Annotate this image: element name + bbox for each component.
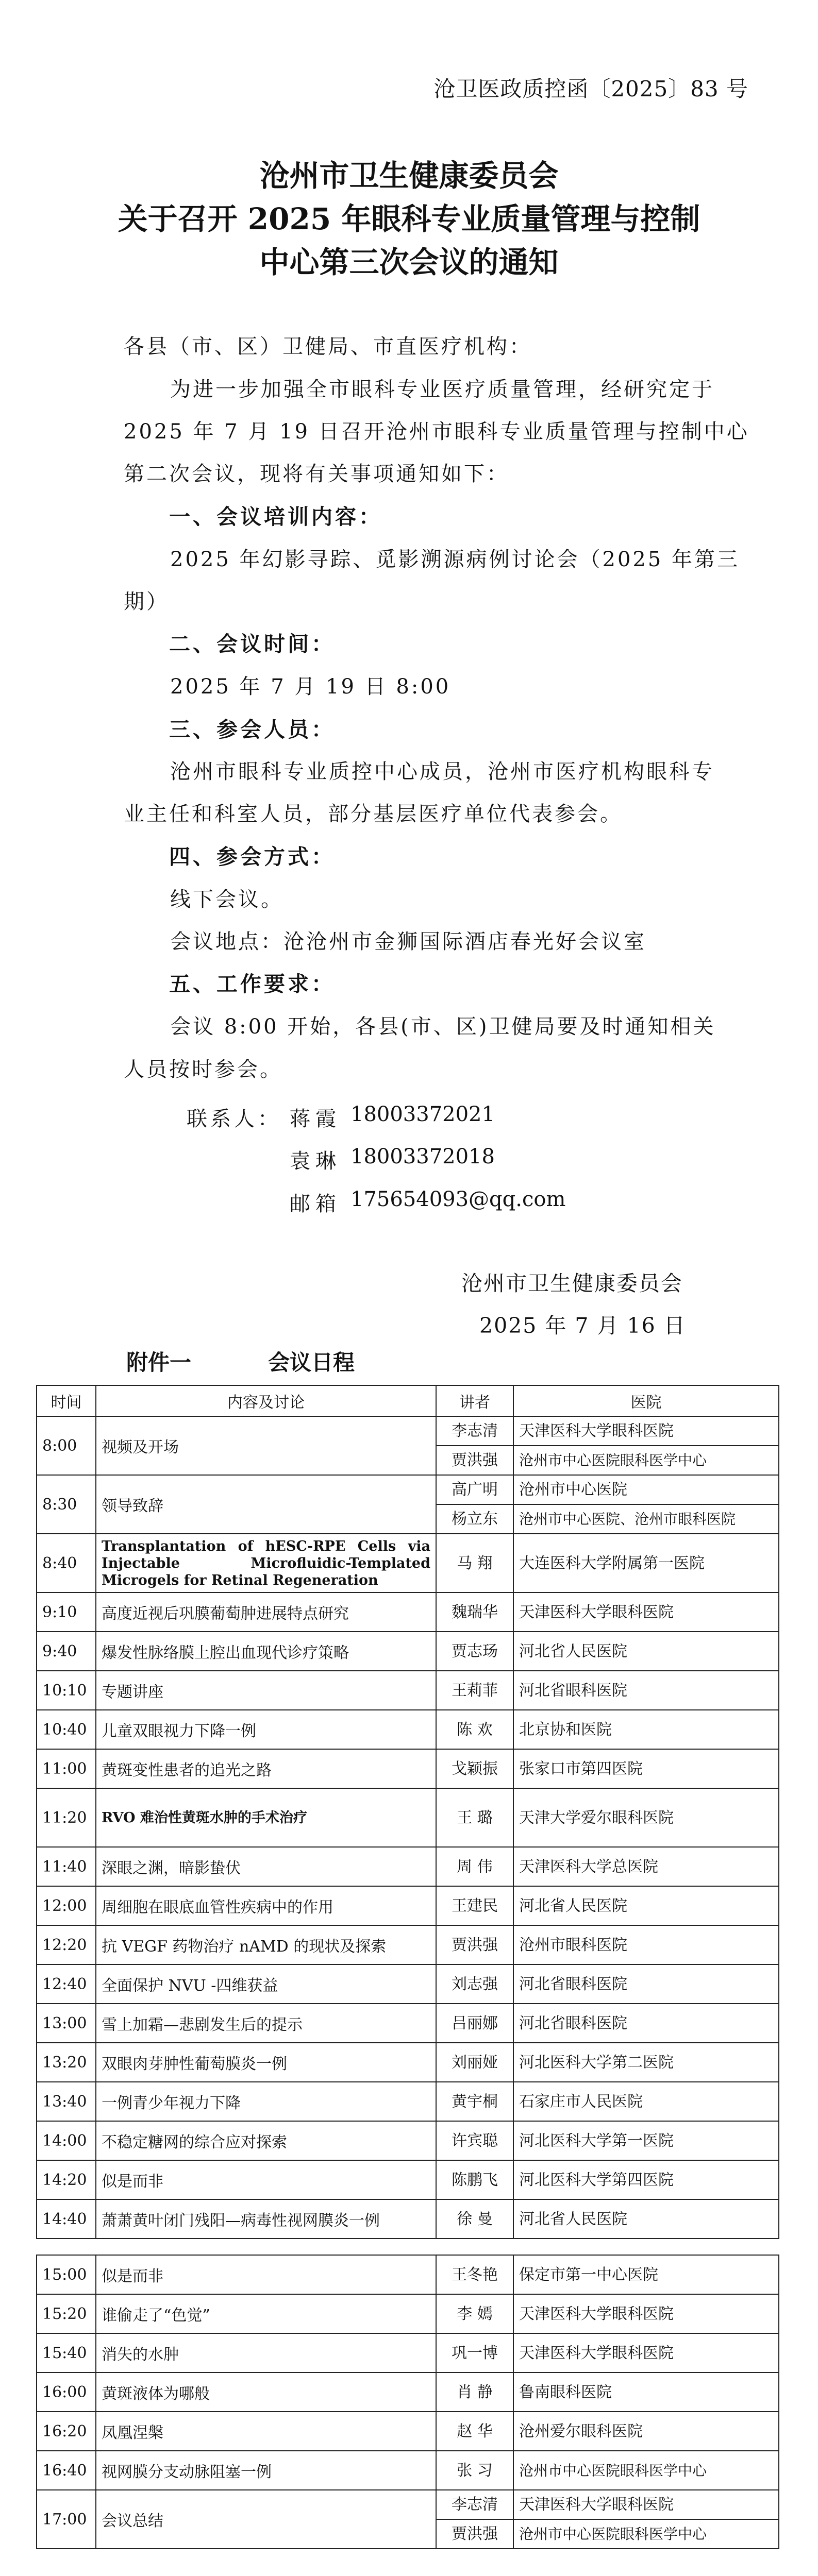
schedule-topic: 谁偷走了“色觉” <box>96 2294 436 2333</box>
schedule-speaker: 张 习 <box>457 2461 493 2480</box>
schedule-time: 16:00 <box>37 2372 96 2412</box>
schedule-time: 13:20 <box>37 2043 96 2082</box>
schedule-hospital: 河北省眼科医院 <box>519 1975 627 1993</box>
schedule-speaker: 吕丽娜 <box>452 2014 498 2032</box>
salutation: 各县（市、区）卫健局、市直医疗机构： <box>124 335 532 359</box>
schedule-hospital-cell <box>513 2451 779 2490</box>
schedule-topic: 周细胞在眼底血管性疾病中的作用 <box>96 1886 436 1925</box>
schedule-speaker: 王莉菲 <box>452 1681 498 1700</box>
schedule-speaker: 戈颖振 <box>452 1759 498 1778</box>
schedule-hospital-cell <box>513 1534 779 1592</box>
schedule-speaker-cell <box>436 1671 513 1710</box>
schedule-hospital-cell <box>513 2412 779 2451</box>
contact-phone-1: 18003372021 <box>350 1103 495 1126</box>
schedule-topic: 深眼之渊，暗影蛰伏 <box>96 1847 436 1886</box>
schedule-time: 11:20 <box>37 1788 96 1847</box>
schedule-time: 10:10 <box>37 1671 96 1710</box>
attachment-title: 会议日程 <box>268 1350 355 1375</box>
schedule-topic: RVO 难治性黄斑水肿的手术治疗 <box>96 1788 436 1847</box>
schedule-hospital-cell <box>513 2121 779 2160</box>
schedule-speaker-cell <box>436 2333 513 2372</box>
schedule-hospital: 河北医科大学第四医院 <box>519 2171 674 2189</box>
schedule-speaker-cell <box>436 1534 513 1592</box>
schedule-hospital-cell <box>513 2333 779 2372</box>
section-1-heading: 一、会议培训内容： <box>169 504 382 529</box>
schedule-speaker-cell <box>436 2199 513 2239</box>
schedule-speaker-cell <box>436 1632 513 1671</box>
schedule-speaker: 贾志玚 <box>452 1642 498 1660</box>
section-5-line-1: 会议 8:00 开始，各县(市、区)卫健局要及时通知相关 <box>170 1015 716 1039</box>
schedule-speaker: 王建民 <box>452 1896 498 1915</box>
table-row <box>37 2004 779 2043</box>
schedule-hospital: 河北省人民医院 <box>519 2210 627 2228</box>
schedule-hospital: 大连医科大学附属第一医院 <box>519 1554 705 1572</box>
schedule-hospital-cell <box>513 2255 779 2294</box>
schedule-speaker: 马 翔 <box>457 1554 493 1572</box>
schedule-time: 13:40 <box>37 2082 96 2121</box>
schedule-time: 14:20 <box>37 2160 96 2199</box>
schedule-speaker-cell <box>436 1886 513 1925</box>
schedule-hospital: 北京协和医院 <box>519 1720 612 1739</box>
schedule-hospital: 沧州市中心医院、沧州市眼科医院 <box>514 1504 778 1533</box>
schedule-hospital: 天津医科大学眼科医院 <box>519 2304 674 2323</box>
schedule-speaker-cell <box>436 2294 513 2333</box>
schedule-time: 12:00 <box>37 1886 96 1925</box>
schedule-speaker: 肖 静 <box>457 2383 493 2401</box>
schedule-topic: 黄斑液体为哪般 <box>96 2372 436 2412</box>
schedule-speaker: 贾洪强 <box>437 2519 513 2548</box>
schedule-speaker-cell <box>436 1925 513 1964</box>
schedule-hospital-cell <box>513 2004 779 2043</box>
schedule-time: 9:40 <box>37 1632 96 1671</box>
table-row <box>37 2372 779 2412</box>
schedule-hospital-cell <box>513 1475 779 1534</box>
contact-name-2: 袁琳 <box>290 1149 341 1173</box>
intro-line-1: 为进一步加强全市眼科专业医疗质量管理，经研究定于 <box>170 378 714 401</box>
table-row <box>37 2451 779 2490</box>
schedule-time: 8:40 <box>37 1534 96 1592</box>
schedule-hospital-cell <box>513 1671 779 1710</box>
schedule-speaker-cell <box>436 1592 513 1632</box>
table-row <box>37 2333 779 2372</box>
section-3-line-1: 沧州市眼科专业质控中心成员，沧州市医疗机构眼科专 <box>170 760 714 784</box>
schedule-hospital: 天津医科大学眼科医院 <box>519 1603 674 1621</box>
signature-date: 2025 年 7 月 16 日 <box>479 1313 686 1338</box>
contact-email[interactable]: 175654093@qq.com <box>350 1188 566 1211</box>
table-row <box>37 2121 779 2160</box>
schedule-topic: Transplantation of hESC-RPE Cells via Injectable Microfluidic-Templated Microgels for Retinal Regeneration <box>96 1534 436 1592</box>
schedule-time: 13:00 <box>37 2004 96 2043</box>
schedule-time: 14:00 <box>37 2121 96 2160</box>
schedule-topic: 儿童双眼视力下降一例 <box>96 1710 436 1749</box>
table-row <box>37 2199 779 2239</box>
schedule-hospital-cell <box>513 1847 779 1886</box>
schedule-speaker: 杨立东 <box>437 1504 513 1533</box>
schedule-time: 11:40 <box>37 1847 96 1886</box>
schedule-topic: 一例青少年视力下降 <box>96 2082 436 2121</box>
schedule-time: 12:20 <box>37 1925 96 1964</box>
schedule-speaker-cell <box>436 2160 513 2199</box>
schedule-gap-cell <box>37 2239 779 2255</box>
schedule-speaker-cell <box>436 2004 513 2043</box>
header-hospital: 医院 <box>513 1385 779 1416</box>
contact-email-label: 邮箱 <box>290 1192 341 1216</box>
table-row <box>37 1416 779 1475</box>
section-3-line-2: 业主任和科室人员，部分基层医疗单位代表参会。 <box>124 802 623 826</box>
schedule-hospital-cell <box>513 1710 779 1749</box>
schedule-topic: 专题讲座 <box>96 1671 436 1710</box>
schedule-speaker-cell <box>436 1710 513 1749</box>
schedule-speaker-cell <box>436 2412 513 2451</box>
schedule-hospital: 沧州市中心医院眼科医学中心 <box>519 2462 707 2479</box>
intro-line-3: 第二次会议，现将有关事项通知如下： <box>124 462 509 486</box>
schedule-time: 15:00 <box>37 2255 96 2294</box>
header-time: 时间 <box>37 1385 96 1416</box>
schedule-hospital-cell <box>513 2199 779 2239</box>
section-1-line-2: 期） <box>124 590 169 614</box>
title-line-2: 关于召开 2025 年眼科专业质量管理与控制 <box>118 201 700 236</box>
intro-line-2: 2025 年 7 月 19 日召开沧州市眼科专业质量管理与控制中心 <box>124 420 749 444</box>
schedule-topic: 会议总结 <box>96 2490 436 2549</box>
schedule-topic: 全面保护 NVU -四维获益 <box>96 1964 436 2004</box>
schedule-speaker: 王冬艳 <box>452 2265 498 2284</box>
schedule-hospital: 河北医科大学第一医院 <box>519 2131 674 2150</box>
schedule-speaker-cell <box>436 2043 513 2082</box>
schedule-time: 14:40 <box>37 2199 96 2239</box>
schedule-speaker-cell <box>436 2082 513 2121</box>
schedule-speaker-cell <box>436 2372 513 2412</box>
section-5-heading: 五、工作要求： <box>169 972 335 996</box>
schedule-hospital-cell <box>513 1964 779 2004</box>
schedule-time: 17:00 <box>37 2490 96 2549</box>
section-4-heading: 四、参会方式： <box>169 844 335 869</box>
schedule-topic: 双眼肉芽肿性葡萄膜炎一例 <box>96 2043 436 2082</box>
contact-name-1: 蒋霞 <box>290 1107 341 1131</box>
schedule-gap-row <box>37 2239 779 2255</box>
schedule-time: 15:40 <box>37 2333 96 2372</box>
table-row <box>37 2160 779 2199</box>
schedule-hospital: 张家口市第四医院 <box>519 1759 643 1778</box>
schedule-speaker-cell <box>436 1847 513 1886</box>
section-5-line-2: 人员按时参会。 <box>124 1058 282 1081</box>
schedule-topic: 视频及开场 <box>96 1416 436 1475</box>
schedule-hospital: 天津大学爱尔眼科医院 <box>519 1808 674 1827</box>
table-row <box>37 2490 779 2549</box>
schedule-time: 9:10 <box>37 1592 96 1632</box>
schedule-hospital: 沧州市中心医院眼科医学中心 <box>514 2519 778 2548</box>
document-number: 沧卫医政质控函〔2025〕83 号 <box>433 76 748 101</box>
schedule-hospital-cell <box>513 2043 779 2082</box>
schedule-hospital: 河北医科大学第二医院 <box>519 2053 674 2072</box>
table-row <box>37 1847 779 1886</box>
schedule-hospital: 沧州市中心医院眼科医学中心 <box>514 1445 778 1475</box>
schedule-header-row <box>37 1385 779 1416</box>
schedule-hospital: 沧州爱尔眼科医院 <box>519 2422 643 2441</box>
schedule-hospital-cell <box>513 2294 779 2333</box>
schedule-hospital: 沧州市眼科医院 <box>519 1936 627 1954</box>
schedule-speaker-cell <box>436 1749 513 1788</box>
schedule-topic: 不稳定糖网的综合应对探索 <box>96 2121 436 2160</box>
section-2-heading: 二、会议时间： <box>169 632 335 656</box>
table-row <box>37 2043 779 2082</box>
schedule-speaker-cell <box>436 2121 513 2160</box>
schedule-hospital: 沧州市中心医院 <box>519 1481 627 1499</box>
schedule-speaker: 黄宇桐 <box>452 2092 498 2111</box>
schedule-speaker: 高广明 <box>452 1481 498 1499</box>
table-row <box>37 2294 779 2333</box>
schedule-hospital-cell <box>513 1749 779 1788</box>
schedule-hospital: 河北省眼科医院 <box>519 1681 627 1700</box>
schedule-speaker-cell <box>436 2490 513 2549</box>
schedule-hospital-cell <box>513 1925 779 1964</box>
schedule-speaker: 李志清 <box>452 2496 498 2514</box>
schedule-topic: 雪上加霜—悲剧发生后的提示 <box>96 2004 436 2043</box>
attachment-label: 附件一 <box>126 1350 192 1375</box>
schedule-topic: 黄斑变性患者的追光之路 <box>96 1749 436 1788</box>
contact-label: 联系人： <box>187 1107 281 1131</box>
schedule-topic: 视网膜分支动脉阻塞一例 <box>96 2451 436 2490</box>
signature-org: 沧州市卫生健康委员会 <box>461 1271 683 1296</box>
schedule-speaker: 许宾聪 <box>452 2131 498 2150</box>
table-row <box>37 1592 779 1632</box>
schedule-speaker: 贾洪强 <box>452 1936 498 1954</box>
section-4-text-2: 会议地点：沧沧州市金狮国际酒店春光好会议室 <box>170 930 646 954</box>
schedule-hospital: 石家庄市人民医院 <box>519 2092 643 2111</box>
header-speaker: 讲者 <box>436 1385 513 1416</box>
section-3-heading: 三、参会人员： <box>169 717 335 742</box>
table-row <box>37 1632 779 1671</box>
table-row <box>37 1671 779 1710</box>
schedule-time: 8:30 <box>37 1475 96 1534</box>
table-row <box>37 1749 779 1788</box>
contact-phone-2: 18003372018 <box>350 1145 495 1168</box>
table-row <box>37 1925 779 1964</box>
section-2-text: 2025 年 7 月 19 日 8:00 <box>170 675 451 699</box>
schedule-speaker-cell <box>436 1788 513 1847</box>
schedule-topic: 领导致辞 <box>96 1475 436 1534</box>
schedule-hospital-cell <box>513 2160 779 2199</box>
schedule-hospital-cell <box>513 1592 779 1632</box>
schedule-table <box>36 1385 779 2549</box>
schedule-hospital-cell <box>513 1788 779 1847</box>
schedule-speaker: 徐 曼 <box>457 2210 493 2228</box>
header-topic: 内容及讨论 <box>96 1385 436 1416</box>
schedule-speaker: 李 嫣 <box>457 2304 493 2323</box>
schedule-body <box>37 1416 779 2549</box>
schedule-speaker: 魏瑞华 <box>452 1603 498 1621</box>
table-row <box>37 1886 779 1925</box>
schedule-speaker: 陈鹏飞 <box>452 2171 498 2189</box>
schedule-hospital-cell <box>513 2082 779 2121</box>
schedule-hospital: 天津医科大学总医院 <box>519 1857 658 1876</box>
schedule-speaker-cell <box>436 1964 513 2004</box>
schedule-speaker-cell <box>436 1475 513 1534</box>
schedule-topic: 高度近视后巩膜葡萄肿进展特点研究 <box>96 1592 436 1632</box>
section-4-text-1: 线下会议。 <box>170 888 283 911</box>
schedule-hospital-cell <box>513 2490 779 2549</box>
table-row <box>37 1788 779 1847</box>
schedule-speaker: 贾洪强 <box>437 1445 513 1475</box>
schedule-hospital-cell <box>513 1886 779 1925</box>
schedule-speaker: 赵 华 <box>457 2422 493 2441</box>
schedule-hospital-cell <box>513 1632 779 1671</box>
schedule-topic: 消失的水肿 <box>96 2333 436 2372</box>
schedule-time: 10:40 <box>37 1710 96 1749</box>
schedule-hospital: 河北省人民医院 <box>519 1896 627 1915</box>
schedule-topic: 萧萧黄叶闭门残阳—病毒性视网膜炎一例 <box>96 2199 436 2239</box>
schedule-speaker-cell <box>436 2451 513 2490</box>
table-row <box>37 2082 779 2121</box>
schedule-speaker: 刘志强 <box>452 1975 498 1993</box>
schedule-speaker: 陈 欢 <box>457 1720 493 1739</box>
title-line-3: 中心第三次会议的通知 <box>259 245 559 280</box>
schedule-topic: 似是而非 <box>96 2160 436 2199</box>
schedule-speaker: 周 伟 <box>457 1857 493 1876</box>
schedule-time: 11:00 <box>37 1749 96 1788</box>
schedule-hospital: 河北省眼科医院 <box>519 2014 627 2032</box>
schedule-time: 15:20 <box>37 2294 96 2333</box>
table-row <box>37 1964 779 2004</box>
schedule-hospital: 鲁南眼科医院 <box>519 2383 612 2401</box>
schedule-speaker: 巩一博 <box>452 2344 498 2362</box>
schedule-hospital-cell <box>513 2372 779 2412</box>
section-1-line-1: 2025 年幻影寻踪、觅影溯源病例讨论会（2025 年第三 <box>170 548 740 571</box>
schedule-time: 8:00 <box>37 1416 96 1475</box>
schedule-speaker-cell <box>436 2255 513 2294</box>
table-row <box>37 1475 779 1534</box>
title-line-1: 沧州市卫生健康委员会 <box>259 158 559 193</box>
schedule-hospital-cell <box>513 1416 779 1475</box>
schedule-hospital: 天津医科大学眼科医院 <box>519 1422 674 1440</box>
schedule-topic: 似是而非 <box>96 2255 436 2294</box>
schedule-time: 16:20 <box>37 2412 96 2451</box>
schedule-topic: 凤凰涅槃 <box>96 2412 436 2451</box>
table-row <box>37 2412 779 2451</box>
schedule-speaker: 李志清 <box>452 1422 498 1440</box>
schedule-time: 16:40 <box>37 2451 96 2490</box>
table-row <box>37 2255 779 2294</box>
schedule-hospital: 天津医科大学眼科医院 <box>519 2496 674 2514</box>
schedule-topic: 抗 VEGF 药物治疗 nAMD 的现状及探索 <box>96 1925 436 1964</box>
schedule-hospital: 保定市第一中心医院 <box>519 2265 658 2284</box>
schedule-hospital: 河北省人民医院 <box>519 1642 627 1660</box>
schedule-speaker-cell <box>436 1416 513 1475</box>
schedule-speaker: 刘丽娅 <box>452 2053 498 2072</box>
table-row <box>37 1534 779 1592</box>
table-row <box>37 1710 779 1749</box>
schedule-time: 12:40 <box>37 1964 96 2004</box>
schedule-topic: 爆发性脉络膜上腔出血现代诊疗策略 <box>96 1632 436 1671</box>
schedule-speaker: 王 璐 <box>457 1808 493 1827</box>
schedule-hospital: 天津医科大学眼科医院 <box>519 2344 674 2362</box>
